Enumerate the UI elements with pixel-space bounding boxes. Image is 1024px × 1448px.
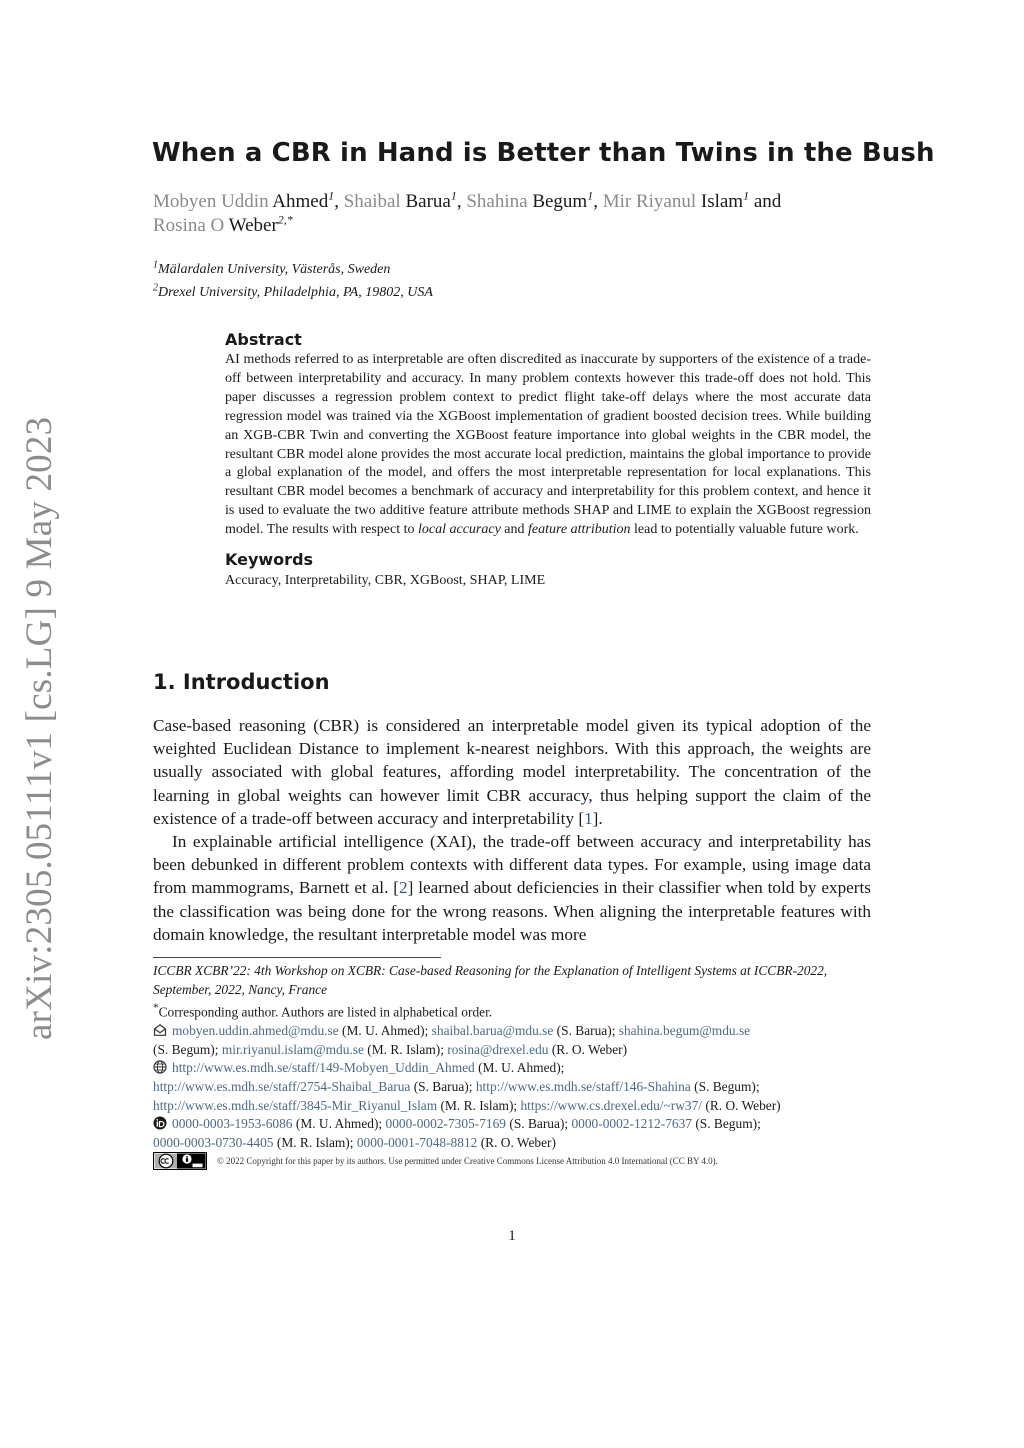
footnote-owner: (S. Begum); <box>153 1041 222 1057</box>
paper-title: When a CBR in Hand is Better than Twins in the Bush <box>152 138 935 168</box>
orcid-line <box>153 1115 875 1134</box>
footnote-link[interactable]: shahina.begum@mdu.se <box>618 1023 751 1039</box>
footnote-owner: (M. R. Islam); <box>273 1134 357 1150</box>
author-family-name: Islam <box>700 191 744 212</box>
website-line <box>153 1078 875 1097</box>
page-number: 1 <box>508 1228 516 1244</box>
license-text: © 2022 Copyright for this paper by its authors. Use permitted under Creative Commons License Attribution 4.0 International (CC BY 4.0). <box>217 1156 718 1167</box>
footnote-link[interactable]: 0000-0003-1953-6086 <box>172 1116 293 1132</box>
footnote-link[interactable]: http://www.es.mdh.se/staff/149-Mobyen_Uddin_Ahmed <box>172 1060 475 1076</box>
footnotes <box>153 962 875 1152</box>
abstract-text: AI methods referred to as interpretable are often discredited as inaccurate by supporters of the existence of a trade-off between interpretability and accuracy. In many problem contexts however this trade-off does not hold. This paper discusses a regression problem context to predict flight take-off delays where the most accurate data regression model was trained via the XGBoost implementation of gradient boosted decision trees. While building an XGB-CBR Twin and converting the XGBoost feature importance into global weights in the CBR model, the resultant CBR model alone provides the most accurate local prediction, maintains the global importance to provide a global explanation of the model, and offers the most interpretable representation for local explanations. This resultant CBR model becomes a benchmark of accuracy and interpretability for this problem context, and hence it is used to evaluate the two additive feature attribute methods SHAP and LIME to explain the XGBoost regression model. The results with respect to local accuracy and feature attribution lead to potentially valuable future work. <box>225 352 871 538</box>
author-family-name: Begum <box>532 191 588 212</box>
abstract-heading: Abstract <box>225 330 302 349</box>
author-separator: , <box>334 191 344 212</box>
author-affiliation-mark: 1 <box>587 188 594 203</box>
orcid-line <box>153 1134 875 1153</box>
affiliation-line: $^1$Mälardalen University, Västerås, Sweden <box>153 259 391 277</box>
footnote-link[interactable]: mir.riyanul.islam@mdu.se <box>221 1041 364 1057</box>
affiliation-line: $^2$Drexel University, Philadelphia, PA, 19802, USA <box>153 282 433 300</box>
footnote-link[interactable]: http://www.es.mdh.se/staff/3845-Mir_Riyanul_Islam <box>153 1097 438 1113</box>
cc-by-badge <box>153 1152 207 1170</box>
footnote-link[interactable]: rosina@drexel.edu <box>447 1041 549 1057</box>
author-list <box>153 190 873 238</box>
introduction-body <box>153 714 871 946</box>
footnote-link[interactable]: 0000-0003-0730-4405 <box>153 1134 274 1150</box>
author-affiliation-mark: 2,* <box>277 212 293 227</box>
footnote-owner: (R. O. Weber) <box>702 1097 781 1113</box>
footnote-owner: (M. U. Ahmed); <box>292 1116 386 1132</box>
footnote-owner: (S. Barua); <box>410 1079 476 1095</box>
email-line <box>153 1022 875 1041</box>
author-separator: and <box>749 191 782 212</box>
footnote-owner: (S. Barua); <box>506 1116 572 1132</box>
footnote-owner: (S. Begum); <box>691 1116 761 1132</box>
footnote-link[interactable]: http://www.es.mdh.se/staff/146-Shahina <box>475 1079 691 1095</box>
author-separator: , <box>593 191 603 212</box>
citation-link[interactable]: 2 <box>399 878 408 898</box>
keywords-heading: Keywords <box>225 550 314 570</box>
email-icon <box>153 1023 167 1037</box>
website-line <box>153 1059 875 1078</box>
keywords-text: Accuracy, Interpretability, CBR, XGBoost, SHAP, LIME <box>225 573 546 589</box>
orcid-icon <box>153 1116 167 1130</box>
footnote-owner: (R. O. Weber) <box>477 1134 556 1150</box>
footnote-owner: (S. Begum); <box>690 1079 760 1095</box>
introduction-heading: 1. Introduction <box>153 670 330 694</box>
intro-paragraph-2: In explainable artificial intelligence (XAI), the trade-off between accuracy and interpretability has been debunked in different problem contexts with different data types. For example, using image data from mammograms, Barnett et al. [2] learned about deficiencies in their classifier when told by experts the classification was being done for the wrong reasons. When aligning the interpretable features with domain knowledge, the resultant interpretable model was more <box>153 832 871 944</box>
footnote-link[interactable]: 0000-0002-1212-7637 <box>571 1116 692 1132</box>
website-line <box>153 1097 875 1116</box>
email-line <box>153 1041 875 1060</box>
license-row <box>153 1152 718 1170</box>
intro-paragraph-1: Case-based reasoning (CBR) is considered an interpretable model given its typical adoption of the weighted Euclidean Distance to implement k-nearest neighbors. With this approach, the weights are usually associated with global features, affording model interpretability. The concentration of the learning in global weights can however limit CBR accuracy, thus helping support the claim of the existence of a trade-off between accuracy and interpretability [1]. <box>153 716 871 828</box>
footnote-link[interactable]: https://www.cs.drexel.edu/~rw37/ <box>520 1097 703 1113</box>
abstract-section <box>225 330 871 590</box>
author-given-name: Mobyen Uddin <box>153 191 269 212</box>
author-family-name: Barua <box>405 191 451 212</box>
footnote-owner: (R. O. Weber) <box>548 1041 628 1057</box>
author-affiliation-mark: 1 <box>328 188 335 203</box>
author-given-name: Rosina O <box>153 215 225 236</box>
corresponding-note: *Corresponding author. Authors are listed in alphabetical order. <box>153 1002 493 1020</box>
footnote-owner: (M. R. Islam); <box>437 1097 521 1113</box>
author-affiliation-mark: 1 <box>743 188 750 203</box>
footnote-owner: (M. U. Ahmed); <box>474 1060 565 1076</box>
footnote-owner: (S. Barua); <box>553 1023 619 1039</box>
footnote-owner: (M. R. Islam); <box>363 1041 448 1057</box>
venue-line: September, 2022, Nancy, France <box>153 981 328 997</box>
author-separator: , <box>456 191 467 212</box>
author-given-name: Shaibal <box>343 191 401 212</box>
footnote-link[interactable]: 0000-0002-7305-7169 <box>385 1116 507 1132</box>
author-family-name: Ahmed <box>272 191 329 212</box>
footnote-link[interactable]: shaibal.barua@mdu.se <box>431 1023 554 1039</box>
footnote-link[interactable]: http://www.es.mdh.se/staff/2754-Shaibal_Barua <box>153 1079 411 1095</box>
author-affiliation-mark: 1 <box>450 188 457 203</box>
arxiv-stamp: arXiv:2305.05111v1 [cs.LG] 9 May 2023 <box>19 416 60 1040</box>
footnote-rule <box>153 957 441 958</box>
author-given-name: Shahina <box>466 191 528 212</box>
affiliations <box>153 258 433 304</box>
footnote-link[interactable]: 0000-0001-7048-8812 <box>356 1134 478 1150</box>
citation-link[interactable]: 1 <box>584 808 593 828</box>
footnote-link[interactable]: mobyen.uddin.ahmed@mdu.se <box>172 1023 339 1039</box>
globe-icon <box>153 1060 167 1074</box>
footnote-owner: (M. U. Ahmed); <box>338 1023 432 1039</box>
author-family-name: Weber <box>228 215 278 236</box>
venue-line: ICCBR XCBR’22: 4th Workshop on XCBR: Case-based Reasoning for the Explanation of Intelligent Systems at ICCBR-2022, <box>153 963 828 978</box>
author-given-name: Mir Riyanul <box>602 191 697 212</box>
